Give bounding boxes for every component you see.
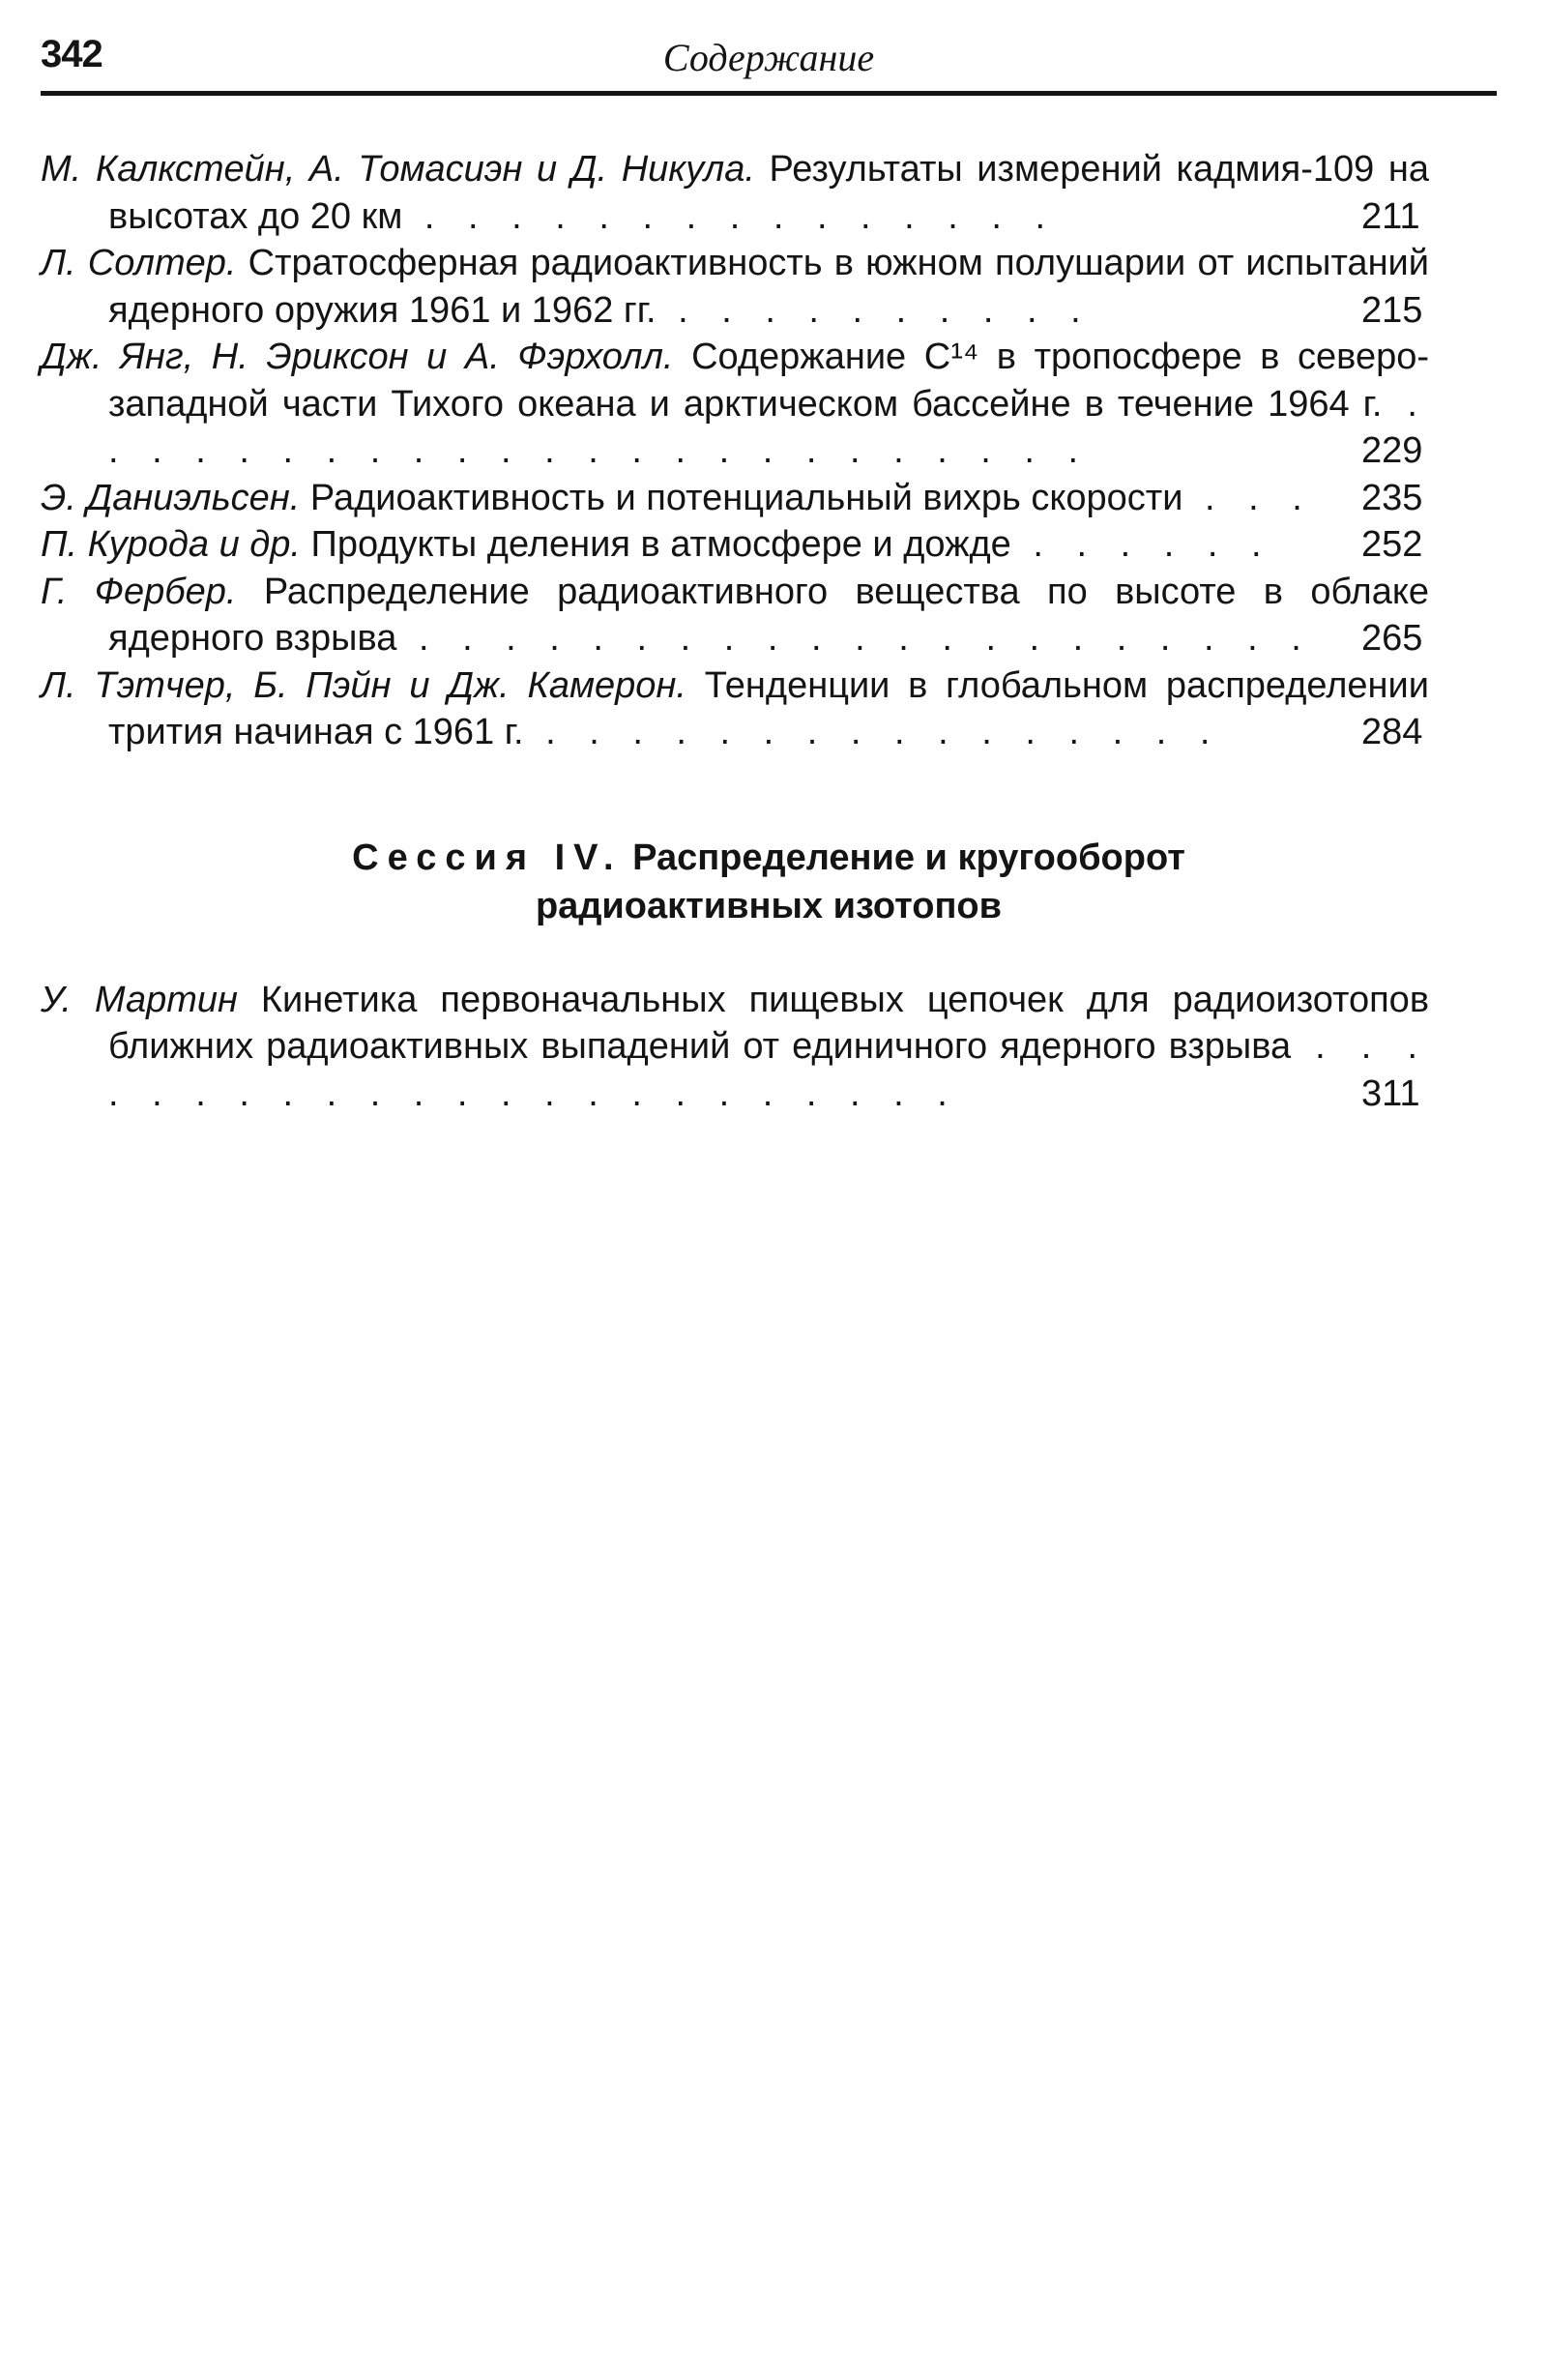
entry-author: Л. Солтер. xyxy=(41,243,237,283)
toc-entry xyxy=(41,521,1497,569)
session-title-line-2: радиоактивных изотопов xyxy=(535,885,1003,926)
entry-title: Радиоактивность и потенциальный вихрь xyxy=(309,477,1021,518)
toc-entry xyxy=(41,662,1497,756)
entry-page: 311 xyxy=(1361,1072,1420,1114)
entry-title-tail: 1961 и 1962 гг. xyxy=(408,289,657,331)
dot-leader: . . . xyxy=(1182,477,1314,518)
toc-entry xyxy=(41,475,1497,522)
entry-title: Результаты измерений кадмия-109 на высотах до xyxy=(108,149,1430,237)
entry-title-tail: дожде xyxy=(903,524,1011,565)
entry-author: М. Калкстейн, А. Томасиэн и Д. Никула. xyxy=(41,149,755,190)
entry-author: У. Мартин xyxy=(41,979,238,1020)
toc-entry xyxy=(41,977,1497,1118)
entry-author: П. Курода и др. xyxy=(41,524,301,565)
session-heading xyxy=(41,834,1497,930)
dot-leader: . . . . . . xyxy=(1010,524,1273,565)
entry-title: Кинетика первоначальных пищевых цепочек для радиоизотопов ближних радиоактивных выпадений от единичного ядерного xyxy=(108,979,1429,1067)
running-title: Содержание xyxy=(662,36,875,79)
entry-title-tail: 20 км xyxy=(309,195,403,237)
session-label: Сессия IV. xyxy=(352,837,623,878)
entry-page: 215 xyxy=(1361,289,1423,331)
toc-entry xyxy=(41,240,1497,334)
entry-title-tail: 1964 г. xyxy=(1268,383,1383,425)
dot-leader: . . . . . . . . . . . . . . . . . . . . . . . xyxy=(108,1026,1429,1114)
toc-entry xyxy=(41,334,1497,475)
dot-leader: . . . . . . . . . . . . . . . . . . . . . . . . xyxy=(108,383,1429,471)
entry-page: 211 xyxy=(1361,195,1420,237)
running-head xyxy=(41,29,1497,91)
page-number: 342 xyxy=(41,33,102,75)
entry-page: 284 xyxy=(1361,712,1423,752)
dot-leader: . . . . . . . . . . . . . . . xyxy=(402,195,1058,237)
toc-entry xyxy=(41,569,1497,662)
entry-title: Стратосферная радиоактивность в южном полушарии от испытаний ядерного оружия xyxy=(108,243,1430,331)
entry-title: Продукты деления в атмосфере и xyxy=(310,524,893,565)
entry-author: Г. Фербер. xyxy=(41,571,237,612)
session-heading-line-1 xyxy=(41,834,1497,882)
dot-leader: . . . . . . . . . . . . . . . . . . . . . xyxy=(396,618,1313,659)
entry-page: 229 xyxy=(1361,430,1423,471)
table-of-contents xyxy=(41,146,1497,1117)
entry-title: Тенденции в глобальном распределении трития начиная с xyxy=(108,664,1429,752)
entry-author: Э. Даниэльсен. xyxy=(41,477,301,518)
entry-title-tail: взрыва xyxy=(274,618,397,659)
entry-title: Содержание С¹⁴ в тропосфере в северо-западной части Тихого океана и арктическом бассейне в течение xyxy=(108,337,1429,425)
dot-leader: . . . . . . . . . . xyxy=(656,289,1093,331)
entry-page: 252 xyxy=(1361,524,1423,565)
toc-entry xyxy=(41,146,1497,240)
entry-title-tail: взрыва xyxy=(1168,1026,1292,1067)
entry-title-tail: скорости xyxy=(1031,477,1183,518)
header-rule xyxy=(41,91,1497,96)
entry-title-tail: 1961 г. xyxy=(412,712,524,752)
document-page xyxy=(41,29,1497,1117)
entry-page: 235 xyxy=(1361,477,1423,518)
entry-page: 265 xyxy=(1361,618,1423,659)
dot-leader: . . . . . . . . . . . . . . . . xyxy=(523,712,1222,752)
entry-title: Распределение радиоактивного вещества по высоте в облаке ядерного xyxy=(108,571,1430,659)
entry-author: Л. Тэтчер, Б. Пэйн и Дж. Камерон. xyxy=(41,664,686,706)
entry-author: Дж. Янг, Н. Эриксон и А. Фэрхолл. xyxy=(41,337,674,377)
session-title-line-1: Распределение и кругооборот xyxy=(632,837,1185,878)
